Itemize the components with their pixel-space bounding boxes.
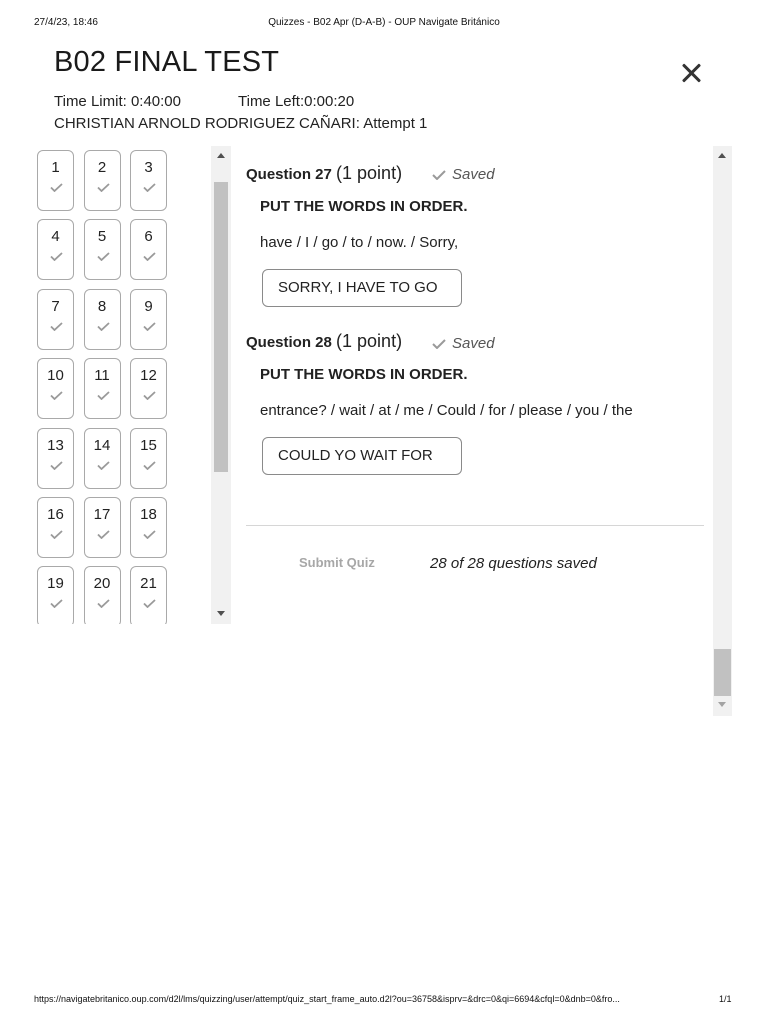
question-nav-number: 18 [140,506,157,523]
question-words: have / I / go / to / now. / Sorry, [260,234,459,251]
question-nav-button[interactable] [84,358,121,419]
question-28-header [246,331,402,352]
question-nav-button[interactable] [84,289,121,350]
navigator-scrollbar[interactable] [211,146,231,624]
question-nav-button[interactable] [130,358,167,419]
checkmark-icon [143,391,156,400]
question-nav-button[interactable] [37,289,74,350]
checkmark-icon [97,599,110,608]
question-points: (1 point) [336,163,403,183]
question-nav-number: 10 [47,367,64,385]
question-nav-button[interactable] [84,497,121,558]
print-url: https://navigatebritanico.oup.com/d2l/lms/quizzing/user/attempt/quiz_start_frame_auto.d2l?ou=36758&isprv=&drc=0&qi=6694&cfql=0&dnb=0&fro... [34,994,620,1004]
checkmark-icon [143,183,156,192]
print-page-number: 1/1 [719,994,732,1004]
question-nav-button[interactable] [37,219,74,280]
question-words: entrance? / wait / at / me / Could / for / please / you / the [260,402,633,419]
question-instruction: PUT THE WORDS IN ORDER. [260,366,468,383]
question-nav-button[interactable] [130,219,167,280]
checkmark-icon [50,461,63,470]
question-nav-number: 20 [93,575,111,593]
scroll-down-arrow-icon[interactable] [217,611,225,616]
print-footer [0,994,768,1008]
checkmark-icon [50,391,63,400]
attempt-info: CHRISTIAN ARNOLD RODRIGUEZ CAÑARI: Attempt 1 [54,115,428,132]
main-scrollbar[interactable] [713,146,732,716]
question-nav-button[interactable] [37,428,74,489]
question-nav-button[interactable] [84,219,121,280]
question-nav-button[interactable] [37,358,74,419]
scroll-down-arrow-icon[interactable] [718,702,726,707]
checkmark-icon [143,252,156,261]
answer-field[interactable]: COULD YO WAIT FOR [262,437,462,475]
question-27-header [246,163,402,184]
question-nav-button[interactable] [130,150,167,211]
question-nav-button[interactable] [130,497,167,558]
saved-label: Saved [452,166,495,183]
question-navigator [34,146,232,624]
checkmark-icon [97,252,110,261]
divider [246,525,704,526]
print-page-title: Quizzes - B02 Apr (D-A-B) - OUP Navigate Británico [268,17,500,28]
print-header [0,17,768,31]
question-nav-button[interactable] [84,428,121,489]
saved-status [432,335,495,353]
question-nav-number: 13 [47,436,64,454]
checkmark-icon [97,530,110,539]
scrollbar-thumb[interactable] [714,649,731,696]
scrollbar-thumb[interactable] [214,182,228,472]
question-nav-button[interactable] [130,289,167,350]
question-nav-button[interactable] [84,150,121,211]
question-instruction: PUT THE WORDS IN ORDER. [260,198,468,215]
question-nav-button[interactable] [84,566,121,624]
question-nav-number: 21 [140,575,157,593]
saved-count: 28 of 28 questions saved [430,555,597,572]
question-nav-number: 4 [51,228,60,246]
question-nav-button[interactable] [130,428,167,489]
time-left: Time Left:0:00:20 [238,93,355,110]
checkmark-icon [143,322,156,331]
question-points: (1 point) [336,331,403,351]
question-nav-number: 19 [47,575,64,593]
question-nav-number: 2 [97,159,107,176]
checkmark-icon [50,252,63,261]
question-nav-number: 14 [93,436,111,454]
checkmark-icon [143,461,156,470]
question-nav-number: 9 [144,297,153,315]
question-nav-number: 17 [93,506,111,523]
checkmark-icon [97,391,110,400]
checkmark-icon [50,183,63,192]
question-nav-button[interactable] [37,566,74,624]
checkmark-icon [97,461,110,470]
checkmark-icon [432,336,446,353]
checkmark-icon [143,599,156,608]
scroll-up-arrow-icon[interactable] [718,153,726,158]
question-label: Question 28 [246,334,332,351]
question-nav-button[interactable] [130,566,167,624]
question-nav-number: 15 [140,436,157,454]
checkmark-icon [97,322,110,331]
answer-field[interactable]: SORRY, I HAVE TO GO [262,269,462,307]
time-limit: Time Limit: 0:40:00 [54,93,181,110]
question-nav-button[interactable] [37,150,74,211]
checkmark-icon [143,530,156,539]
quiz-title: B02 FINAL TEST [54,46,280,78]
checkmark-icon [50,322,63,331]
close-icon[interactable] [678,60,704,86]
question-nav-number: 11 [94,367,110,385]
question-nav-number: 16 [47,506,64,523]
checkmark-icon [97,183,110,192]
checkmark-icon [50,530,63,539]
question-label: Question 27 [246,166,332,183]
submit-quiz-button[interactable]: Submit Quiz [299,555,375,570]
print-date: 27/4/23, 18:46 [34,17,98,28]
saved-label: Saved [452,335,495,352]
question-nav-number: 5 [97,228,107,246]
question-nav-number: 8 [97,297,107,315]
scroll-up-arrow-icon[interactable] [217,153,225,158]
saved-status [432,166,495,184]
checkmark-icon [432,167,446,184]
question-nav-number: 1 [51,159,60,176]
question-nav-button[interactable] [37,497,74,558]
checkmark-icon [50,599,63,608]
question-nav-number: 7 [51,297,60,315]
question-nav-number: 6 [144,228,153,246]
question-nav-number: 3 [144,159,153,176]
question-nav-number: 12 [140,367,157,385]
